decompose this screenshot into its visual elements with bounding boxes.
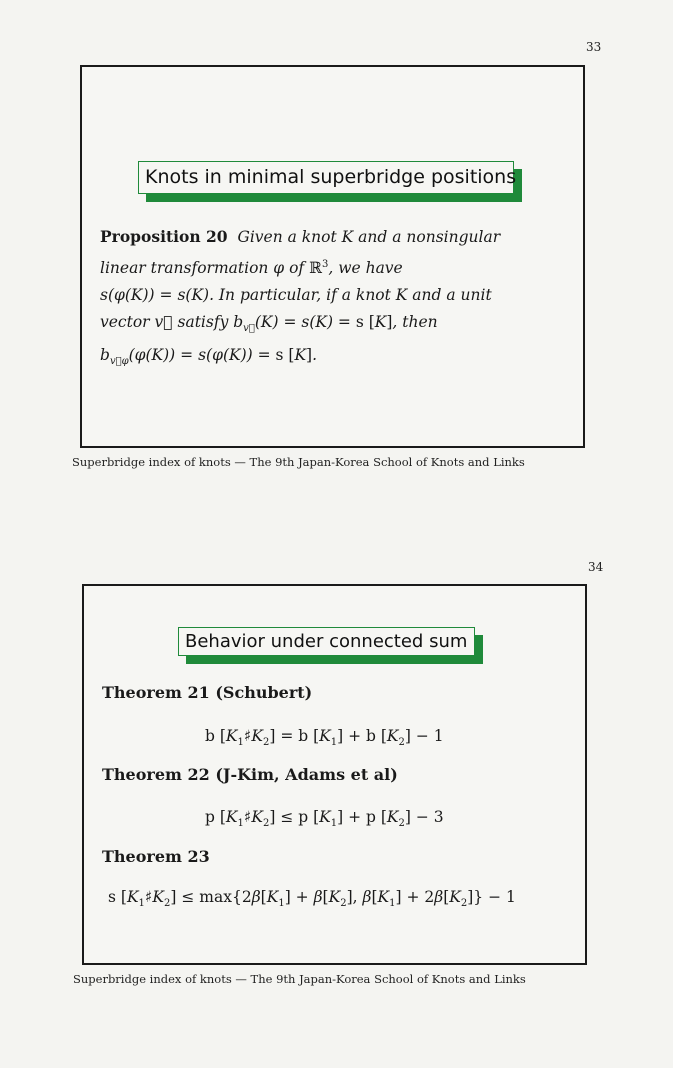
theorem-22-heading: Theorem 22 (J-Kim, Adams et al) — [102, 765, 398, 784]
slide-footer: Superbridge index of knots — The 9th Japan-Korea School of Knots and Links — [72, 455, 525, 469]
theorem-21-formula: b $[K_1♯K_2] = b$ $[K_1] + b$ $[K_2] - 1$ — [205, 727, 444, 749]
slide-title-text: Behavior under connected sum — [178, 627, 475, 656]
proposition-line-4: vector v⃗ satisfy $b_{v⃗}(K) = s(K) = s$ [K], then — [100, 313, 438, 335]
proposition-label: Proposition 20 — [100, 227, 228, 246]
theorem-22-formula: p $[K_1♯K_2] \le p$ $[K_1] + p$ $[K_2] - 3$ — [205, 808, 444, 830]
proposition-line-5: $b_{v⃗\varphi}(\varphi(K)) = s(\varphi(K)) = s$ [K]. — [100, 346, 318, 368]
proposition-20 — [100, 223, 570, 375]
page-number: 34 — [588, 560, 604, 574]
theorem-21-heading: Theorem 21 (Schubert) — [102, 683, 313, 702]
page-number: 33 — [586, 40, 602, 54]
theorem-23-formula: s $[K_1♯K_2] \le \max\{2\beta[K_1] + \beta[K_2]$, $\beta[K_1] + 2\beta[K_2]\} - 1$ — [108, 888, 516, 910]
proposition-line-3: s(φ(K)) = s(K). In particular, if a knot K and a unit — [100, 286, 492, 305]
proposition-line-2: linear transformation φ of ℝ$^3$, we have — [100, 259, 403, 278]
slide-footer: Superbridge index of knots — The 9th Japan-Korea School of Knots and Links — [73, 972, 526, 986]
theorem-23-heading: Theorem 23 — [102, 847, 210, 866]
slide-title-text: Knots in minimal superbridge positions — [138, 161, 514, 194]
proposition-line-1: Proposition 20 Given a knot K and a nonsingular — [100, 227, 501, 246]
